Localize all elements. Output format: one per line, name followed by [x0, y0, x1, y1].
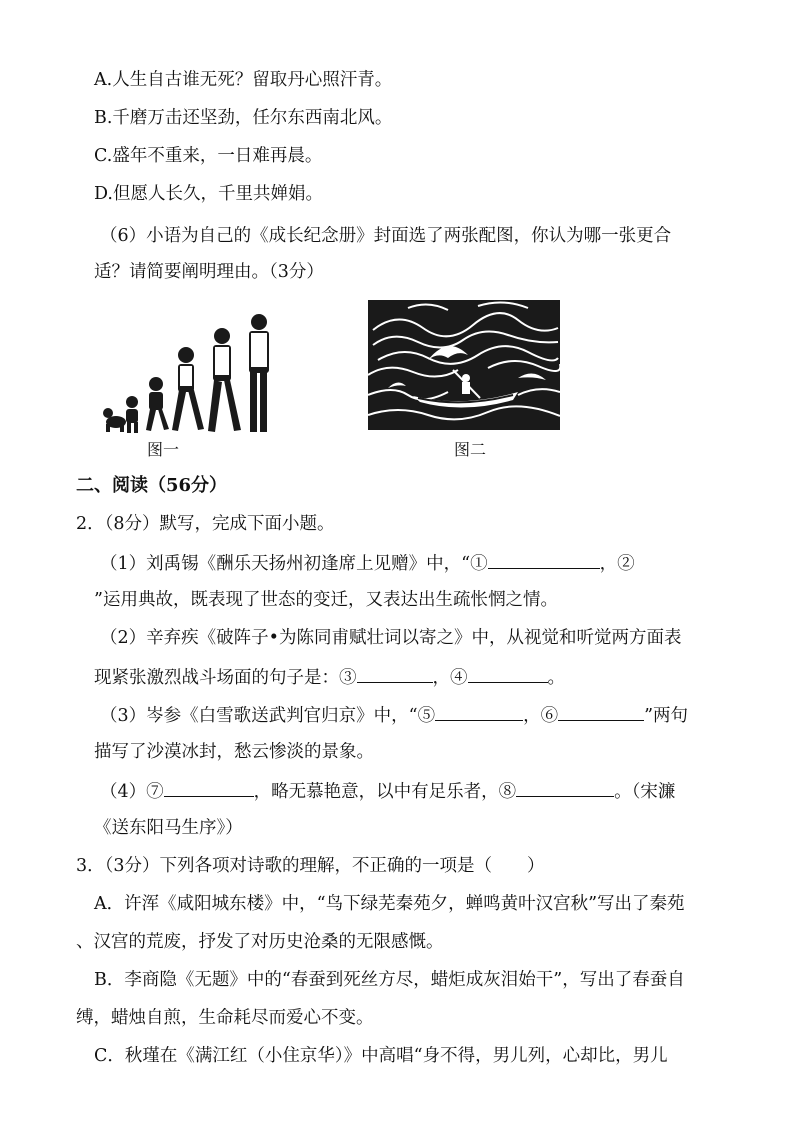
figure2-caption: 图二: [454, 440, 487, 459]
q2-sub3-line2: 描写了沙漠冰封，愁云惨淡的景象。: [94, 742, 374, 762]
section-heading-reading: 二、阅读（56分）: [76, 475, 228, 496]
q3-option-b-line1: B．李商隐《无题》中的“春蚕到死丝方尽，蜡炬成灰泪始干”，写出了春蚕自: [94, 970, 685, 990]
q2-sub4-text-b: ，略无慕艳意，以中有足乐者，⑧: [253, 782, 517, 802]
q2-sub2-text-c: ，④: [432, 668, 468, 688]
q2-sub4-text-a: （4）⑦: [100, 782, 164, 802]
q2-sub1-text-a: （1）刘禹锡《酬乐天扬州初逢席上见赠》中，“①: [100, 554, 488, 574]
answer-blank-5[interactable]: [435, 702, 523, 721]
q2-sub1-line1: [100, 550, 635, 576]
q3-option-c-line1: C．秋瑾在《满江红（小住京华）》中高唱“身不得，男儿列，心却比，男儿: [94, 1046, 668, 1066]
answer-blank-3[interactable]: [357, 664, 433, 683]
q2-sub2-text-b: 现紧张激烈战斗场面的句子是：③: [94, 668, 357, 688]
figure-growth-silhouettes: [94, 310, 284, 435]
q2-sub3-line1: [100, 702, 688, 728]
answer-blank-1[interactable]: [488, 550, 600, 569]
answer-blank-8[interactable]: [516, 778, 614, 797]
answer-blank-7[interactable]: [164, 778, 254, 797]
option-c: C.盛年不重来，一日难再晨。: [94, 146, 323, 166]
q3-option-a-line1: A．许浑《咸阳城东楼》中，“鸟下绿芜秦苑夕，蝉鸣黄叶汉宫秋”写出了秦苑: [94, 894, 685, 914]
sub-question-6-line2: 适？请简要阐明理由。（3分）: [94, 262, 324, 282]
option-d: D.但愿人长久，千里共婵娟。: [94, 184, 323, 204]
q2-sub4-line1: [100, 778, 675, 804]
q2-sub3-text-c: ”两句: [644, 706, 689, 726]
q2-sub4-text-c: 。（宋濂: [614, 782, 676, 802]
figure1-caption: 图一: [147, 440, 180, 459]
q2-sub1-text-b: ，②: [599, 554, 635, 574]
question-3-intro: 3．（3分）下列各项对诗歌的理解，不正确的一项是（ ）: [76, 856, 545, 876]
option-b: B.千磨万击还坚劲，任尔东西南北风。: [94, 108, 393, 128]
q2-sub3-text-b: ，⑥: [523, 706, 559, 726]
q3-option-a-line2: 、汉宫的荒废，抒发了对历史沧桑的无限感慨。: [76, 932, 444, 952]
q2-sub2-line1: （2）辛弃疾《破阵子•为陈同甫赋壮词以寄之》中，从视觉和听觉两方面表: [100, 628, 682, 648]
q2-sub2-line2: [94, 664, 565, 690]
q2-sub1-line2: ”运用典故，既表现了世态的变迁，又表达出生疏怅惘之情。: [94, 590, 558, 610]
q2-sub2-text-d: 。: [547, 668, 565, 688]
q2-sub4-line2: 《送东阳马生序》）: [94, 818, 243, 838]
sub-question-6-line1: （6）小语为自己的《成长纪念册》封面选了两张配图，你认为哪一张更合: [100, 226, 672, 246]
answer-blank-4[interactable]: [468, 664, 548, 683]
figure-boat-in-waves: [368, 300, 560, 430]
answer-blank-6[interactable]: [558, 702, 644, 721]
q3-option-b-line2: 缚，蜡烛自煎，生命耗尽而爱心不变。: [76, 1008, 374, 1028]
question-2-intro: 2．（8分）默写，完成下面小题。: [76, 514, 335, 534]
q2-sub3-text-a: （3）岑参《白雪歌送武判官归京》中，“⑤: [100, 706, 436, 726]
option-a: A.人生自古谁无死？留取丹心照汗青。: [94, 70, 393, 90]
